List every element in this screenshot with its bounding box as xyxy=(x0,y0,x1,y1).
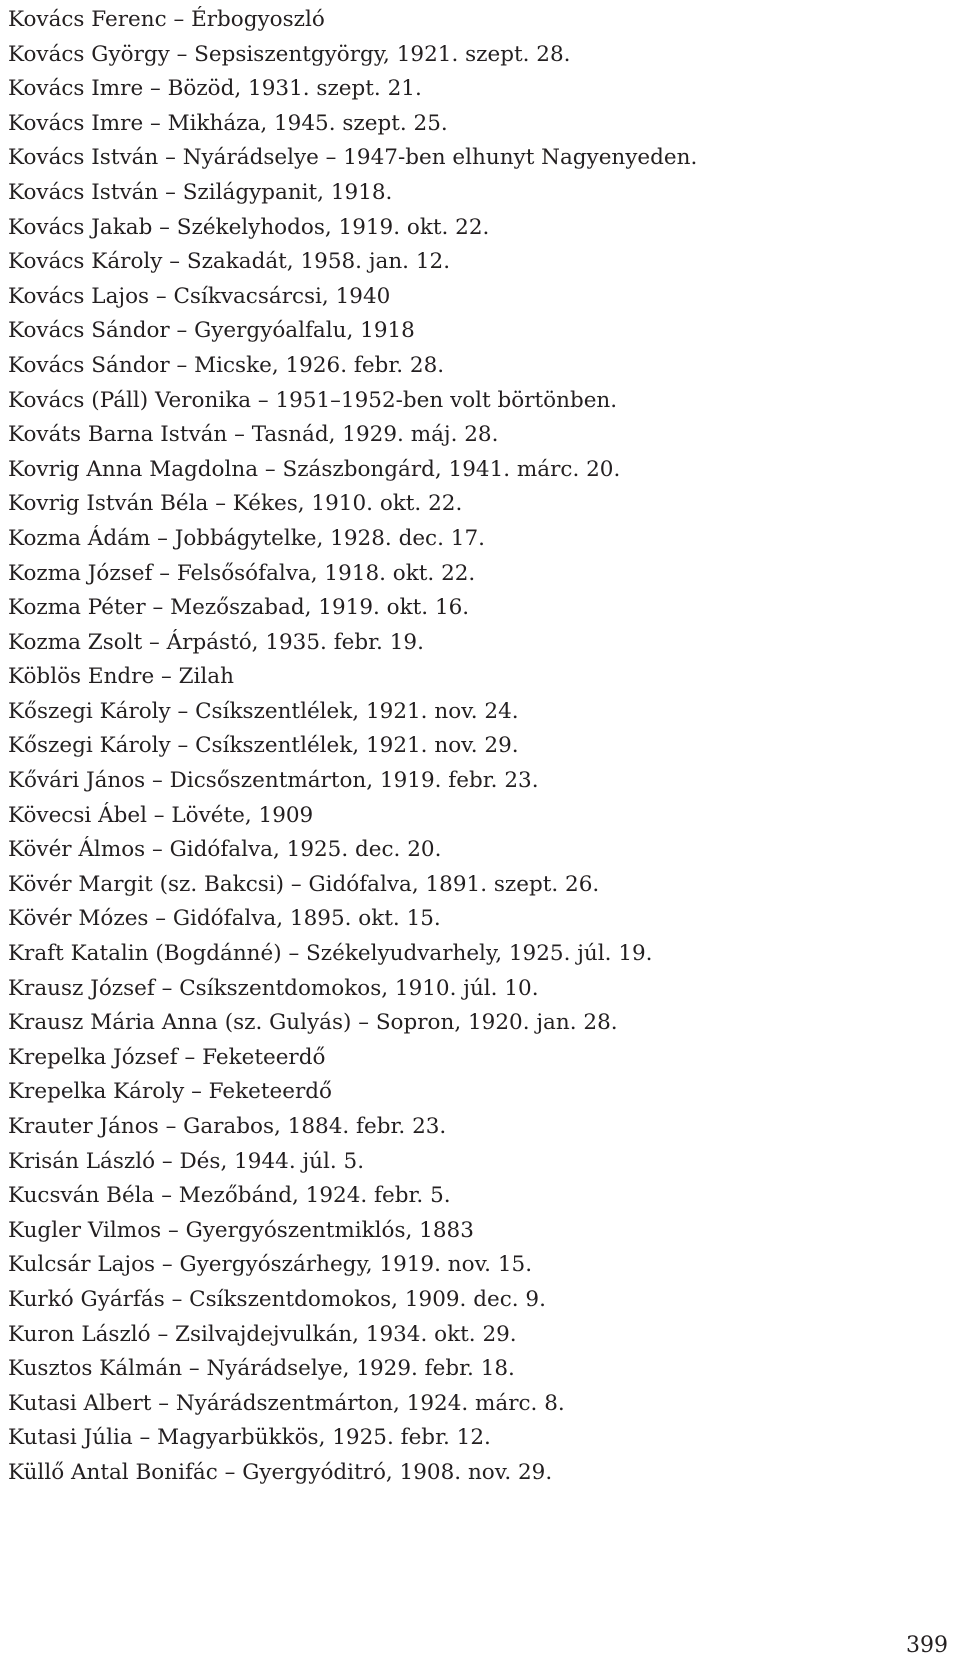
list-item: Kovács Ferenc – Érbogyoszló xyxy=(8,7,325,32)
list-item: Kovács Imre – Mikháza, 1945. szept. 25. xyxy=(8,110,448,136)
list-item: Kovrig István Béla – Kékes, 1910. okt. 22. xyxy=(8,491,463,517)
list-item: Kovács (Páll) Veronika – 1951–1952-ben volt börtönben. xyxy=(8,387,618,413)
list-item: Kovács Imre – Bözöd, 1931. szept. 21. xyxy=(8,76,422,102)
list-item: Kucsván Béla – Mezőbánd, 1924. febr. 5. xyxy=(8,1183,451,1209)
list-item: Kozma József – Felsősófalva, 1918. okt. 22. xyxy=(8,560,476,586)
list-item: Kovács István – Nyárádselye – 1947-ben elhunyt Nagyenyeden. xyxy=(8,145,698,171)
list-item: Kövér Álmos – Gidófalva, 1925. dec. 20. xyxy=(8,837,442,863)
list-item: Kövér Mózes – Gidófalva, 1895. okt. 15. xyxy=(8,906,441,932)
list-item: Kövecsi Ábel – Lövéte, 1909 xyxy=(8,802,314,828)
list-item: Kutasi Júlia – Magyarbükkös, 1925. febr. 12. xyxy=(8,1425,491,1451)
list-item: Kulcsár Lajos – Gyergyószárhegy, 1919. nov. 15. xyxy=(8,1252,533,1278)
list-item: Kutasi Albert – Nyárádszentmárton, 1924. márc. 8. xyxy=(8,1390,565,1416)
list-item: Krepelka Károly – Feketeerdő xyxy=(8,1079,332,1105)
list-item: Kozma Zsolt – Árpástó, 1935. febr. 19. xyxy=(8,629,424,655)
page-number: 399 xyxy=(906,1633,948,1658)
list-item: Kővári János – Dicsőszentmárton, 1919. febr. 23. xyxy=(8,768,539,794)
list-item: Kovács Sándor – Micske, 1926. febr. 28. xyxy=(8,352,445,378)
list-item: Kövér Margit (sz. Bakcsi) – Gidófalva, 1891. szept. 26. xyxy=(8,871,600,897)
list-item: Kovács Sándor – Gyergyóalfalu, 1918 xyxy=(8,318,415,344)
list-item: Kováts Barna István – Tasnád, 1929. máj. 28. xyxy=(8,422,499,448)
list-item: Kugler Vilmos – Gyergyószentmiklós, 1883 xyxy=(8,1217,474,1243)
list-item: Kraft Katalin (Bogdánné) – Székelyudvarhely, 1925. júl. 19. xyxy=(8,941,653,967)
list-item: Köblös Endre – Zilah xyxy=(8,664,234,690)
list-item: Kőszegi Károly – Csíkszentlélek, 1921. nov. 24. xyxy=(8,698,519,724)
list-item: Kozma Ádám – Jobbágytelke, 1928. dec. 17. xyxy=(8,525,485,551)
list-item: Kurkó Gyárfás – Csíkszentdomokos, 1909. dec. 9. xyxy=(8,1286,546,1312)
list-item: Krausz Mária Anna (sz. Gulyás) – Sopron, 1920. jan. 28. xyxy=(8,1010,618,1036)
name-list xyxy=(8,3,948,1491)
list-item: Kőszegi Károly – Csíkszentlélek, 1921. nov. 29. xyxy=(8,733,519,759)
list-item: Kovács István – Szilágypanit, 1918. xyxy=(8,179,393,205)
list-item: Kozma Péter – Mezőszabad, 1919. okt. 16. xyxy=(8,595,470,621)
list-item: Krisán László – Dés, 1944. júl. 5. xyxy=(8,1148,365,1174)
list-item: Kusztos Kálmán – Nyárádselye, 1929. febr. 18. xyxy=(8,1356,515,1382)
list-item: Krausz József – Csíkszentdomokos, 1910. júl. 10. xyxy=(8,975,539,1001)
list-item: Kovrig Anna Magdolna – Szászbongárd, 1941. márc. 20. xyxy=(8,456,621,482)
list-item: Kovács Lajos – Csíkvacsárcsi, 1940 xyxy=(8,283,391,309)
list-item: Kovács Jakab – Székelyhodos, 1919. okt. 22. xyxy=(8,214,490,240)
list-item: Küllő Antal Bonifác – Gyergyóditró, 1908. nov. 29. xyxy=(8,1459,553,1485)
list-item: Kovács Károly – Szakadát, 1958. jan. 12. xyxy=(8,249,451,275)
list-item: Krauter János – Garabos, 1884. febr. 23. xyxy=(8,1114,447,1139)
list-item: Kovács György – Sepsiszentgyörgy, 1921. szept. 28. xyxy=(8,41,571,67)
list-item: Kuron László – Zsilvajdejvulkán, 1934. okt. 29. xyxy=(8,1321,517,1347)
list-item: Krepelka József – Feketeerdő xyxy=(8,1044,326,1070)
